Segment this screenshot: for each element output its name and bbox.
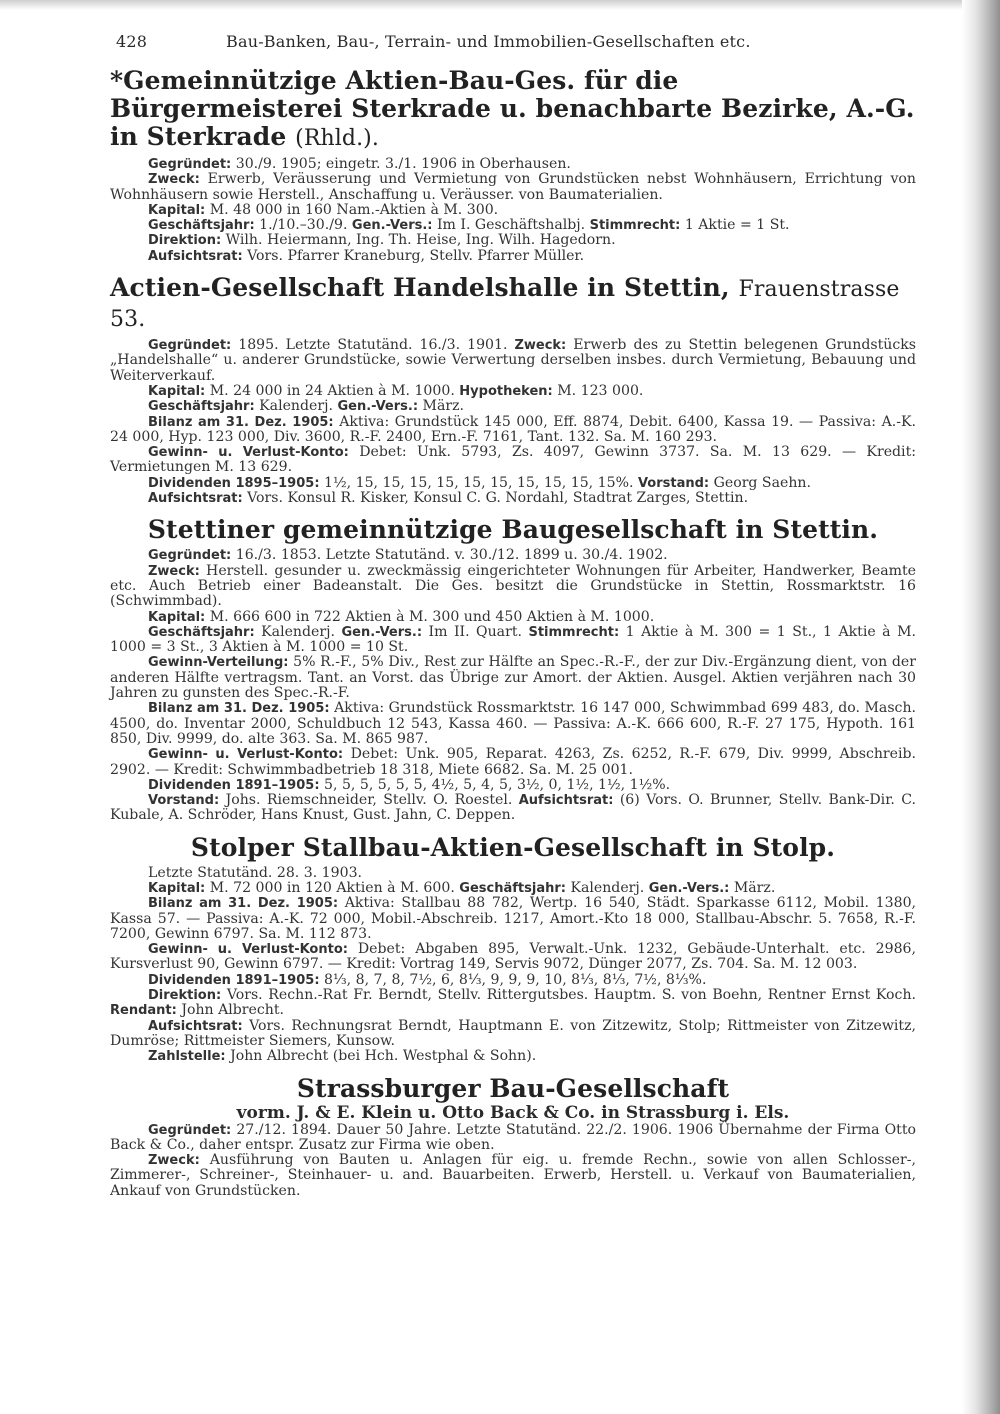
entry-line: [110, 564, 916, 610]
company-title-main: Strassburger Bau-Gesellschaft: [296, 1073, 730, 1103]
entry-text: Aktiva: Grundstück 145 000, Eff. 8874, Debit. 6400, Kassa 19. — Passiva: A.-K. 24 000, Hyp. 123 000, Div. 3600, R.-F. 2400, Ern.-F. 7161, Tant. 132. Sa. M. 160 293.: [110, 413, 917, 445]
entry-text: Aktiva: Grundstück Rossmarktstr. 16 147 000, Schwimmbad 699 483, do. Masch. 4500, do. Inventar 2000, Schuldbuch 12 543, Kassa 460. — Passiva: A.-K. 666 600, R.-F. 27 175, Hypoth. 161 850, Div. 9999, do. alte 363. Sa. M. 865 987.: [110, 700, 917, 747]
company-entry: [110, 516, 916, 823]
entry-line: [110, 942, 916, 973]
entry-label: Gewinn-Verteilung:: [148, 655, 289, 671]
company-title-main: Stolper Stallbau-Aktien-Gesellschaft in Stolp.: [190, 832, 836, 862]
entry-line: [110, 384, 916, 399]
entry-text: Ausführung von Bauten u. Anlagen für eig. u. fremde Rechn., sowie von allen Schlosser-, Zimmerer-, Schreiner-, Steinhauer- u. and. Bauarbeiten. Erwerb, Herstell. u. Verkauf von Baumaterialien, Ankauf von Grundstücken.: [110, 1152, 916, 1199]
entry-text: M. 123 000.: [557, 382, 644, 399]
entry-line: [110, 988, 916, 1019]
entry-line: [110, 445, 916, 476]
entry-text: Johs. Riemschneider, Stellv. O. Roestel.: [225, 792, 513, 809]
entry-label: Aufsichtsrat:: [148, 248, 243, 264]
entry-label: Gewinn- u. Verlust-Konto:: [148, 445, 349, 461]
entry-line: [110, 610, 916, 625]
entry-label: Gen.-Vers.:: [341, 624, 423, 640]
entry-label: Aufsichtsrat:: [148, 1018, 243, 1034]
entry-line: [110, 973, 916, 988]
company-title: [110, 274, 916, 334]
entry-text: M. 666 600 in 722 Aktien à M. 300 und 450 Aktien à M. 1000.: [209, 608, 655, 625]
company-entry: [110, 834, 916, 1065]
entry-label: Kapital:: [148, 609, 206, 625]
company-subtitle: vorm. J. & E. Klein u. Otto Back & Co. in Strassburg i. Els.: [236, 1102, 790, 1123]
entry-label: Aufsichtsrat:: [518, 793, 614, 809]
entry-line: [110, 476, 916, 491]
entry-line: [110, 1123, 916, 1154]
company-entry: [110, 274, 916, 506]
entry-text: Im I. Geschäftshalbj.: [436, 217, 586, 234]
entry-line: [110, 866, 916, 881]
entry-label: Gen.-Vers.:: [648, 880, 730, 896]
entry-text: Vors. Rechn.-Rat Fr. Berndt, Stellv. Rittergutsbes. Hauptm. S. von Boehn, Rentner Ernst Koch.: [226, 987, 916, 1004]
entry-text: 5% R.-F., 5% Div., Rest zur Hälfte an Spec.-R.-F., der zur Div.-Ergänzung dient, von der anderen Hälfte vertragsm. Tant. an Vorst. das Übrige zur Amort. der Aktien. Ausgel. Aktien verjähren nach 30 Jahren zu gunsten des Spec.-R.-F.: [110, 654, 916, 702]
entry-text: John Albrecht.: [181, 1002, 284, 1019]
entry-line: [110, 415, 916, 446]
entry-text: Kalenderj.: [261, 623, 335, 640]
entry-label: Zweck:: [148, 1153, 200, 1169]
entry-text: Kalenderj.: [570, 879, 645, 896]
company-title: [110, 67, 916, 153]
entry-text: Vors. Rechnungsrat Berndt, Hauptmann E. von Zitzewitz, Stolp; Rittmeister von Zitzewitz, Dumröse; Rittmeister Siemers, Kunsow.: [110, 1017, 916, 1049]
entry-label: Bilanz am 31. Dez. 1905:: [148, 414, 334, 430]
entry-text: 5, 5, 5, 5, 5, 5, 4½, 5, 4, 5, 3½, 0, 1½, 1½, 1½%.: [324, 776, 671, 793]
entry-text: Im II. Quart.: [428, 623, 522, 640]
entry-label: Zweck:: [514, 338, 567, 354]
company-title-main: Stettiner gemeinnützige Baugesellschaft in Stettin.: [147, 515, 879, 545]
entry-line: [110, 548, 916, 563]
entry-text: 1895. Letzte Statutänd. 16./3. 1901.: [238, 337, 508, 354]
entry-label: Gegründet:: [148, 338, 232, 354]
company-title: [110, 834, 916, 862]
entry-line: [110, 655, 916, 701]
running-head: [116, 32, 916, 51]
entry-label: Aufsichtsrat:: [148, 491, 243, 507]
entry-text: M. 24 000 in 24 Aktien à M. 1000.: [209, 382, 455, 399]
scan-page-edge: [962, 0, 1000, 1414]
page: [110, 30, 916, 1207]
entry-label: Dividenden 1891–1905:: [148, 777, 320, 793]
entry-label: Vorstand:: [148, 793, 220, 809]
entry-label: Kapital:: [148, 880, 206, 896]
company-title-suffix: Frauenstrasse 53.: [110, 277, 900, 333]
entry-label: Gen.-Vers.:: [351, 218, 433, 234]
entry-label: Gewinn- u. Verlust-Konto:: [148, 942, 348, 958]
entry-label: Geschäftsjahr:: [148, 218, 255, 234]
entry-text: Vors. Pfarrer Kraneburg, Stellv. Pfarrer Müller.: [247, 247, 585, 264]
entry-label: Geschäftsjahr:: [148, 399, 255, 415]
entry-text: Debet: Unk. 5793, Zs. 4097, Gewinn 3737. Sa. M. 13 629. — Kredit: Vermietungen M. 13 629.: [110, 444, 916, 476]
entry-text: 8⅓, 8, 7, 8, 7½, 6, 8⅓, 9, 9, 9, 10, 8⅓, 8⅓, 7½, 8⅓%.: [324, 971, 707, 988]
running-title: Bau-Banken, Bau-, Terrain- und Immobilien-Gesellschaften etc.: [226, 32, 751, 51]
entry-text: (6) Vors. O. Brunner, Stellv. Bank-Dir. C. Kubale, A. Schröder, Hans Knust, Gust. Jahn, C. Deppen.: [110, 792, 917, 824]
entry-line: [110, 157, 916, 172]
entry-line: [110, 491, 916, 506]
entry-text: 27./12. 1894. Dauer 50 Jahre. Letzte Statutänd. 22./2. 1906. 1906 Übernahme der Firma Otto Back & Co., daher entspr. Zusatz zur Firma wie oben.: [110, 1121, 916, 1153]
entry-label: Direktion:: [148, 233, 222, 249]
entry-text: Kalenderj.: [259, 398, 333, 415]
entry-label: Geschäftsjahr:: [148, 624, 255, 640]
company-title-main: *Gemeinnützige Aktien-Bau-Ges. für die Bürgermeisterei Sterkrade u. benachbarte Bezirke, A.-G. in Sterkrade: [110, 66, 915, 151]
entry-text: Erwerb, Veräusserung und Vermietung von Grundstücken nebst Wohnhäusern, Errichtung von Wohnhäusern sowie Herstell., Anschaffung u. Veräusser. von Baumaterialien.: [110, 171, 916, 203]
entry-text: 1 Aktie à M. 300 = 1 St., 1 Aktie à M. 1000 = 3 St., 3 Aktien à M. 1000 = 10 St.: [110, 623, 916, 656]
entry-label: Gegründet:: [148, 548, 232, 564]
company-entry: [110, 67, 916, 264]
entry-line: [110, 625, 916, 656]
entry-label: Hypotheken:: [459, 383, 553, 399]
entry-label: Geschäftsjahr:: [459, 880, 566, 896]
entry-label: Zahlstelle:: [148, 1049, 226, 1065]
entry-line: [110, 203, 916, 218]
entry-label: Zweck:: [148, 172, 200, 188]
entry-label: Vorstand:: [637, 475, 710, 491]
entry-text: 30./9. 1905; eingetr. 3./1. 1906 in Oberhausen.: [235, 156, 571, 172]
entry-line: [110, 1049, 916, 1064]
entry-text: John Albrecht (bei Hch. Westphal & Sohn).: [230, 1048, 537, 1065]
company-title-suffix: (Rhld.).: [295, 126, 379, 151]
entry-label: Gegründet:: [148, 157, 232, 172]
entry-line: [110, 1019, 916, 1050]
entry-line: [110, 172, 916, 203]
entry-line: [110, 218, 916, 233]
entry-line: [110, 249, 916, 264]
entry-line: [110, 793, 916, 824]
entry-text: Letzte Statutänd. 28. 3. 1903.: [148, 864, 363, 881]
entry-label: Kapital:: [148, 202, 206, 218]
entry-text: Debet: Abgaben 895, Verwalt.-Unk. 1232, Gebäude-Unterhalt. etc. 2986, Kursverlust 90, Gewinn 6797. — Kredit: Vortrag 149, Servis 9072, Dünger 2077, Zs. 704. Sa. M. 12 003.: [110, 941, 916, 973]
entry-line: [110, 233, 916, 248]
entry-label: Bilanz am 31. Dez. 1905:: [148, 701, 330, 717]
entry-text: Erwerb des zu Stettin belegenen Grundstücks „Handelshalle“ u. anderer Grundstücke, sowie Verwertung derselben insbes. durch Vermietung, Bebauung und Weiterverkauf.: [110, 337, 916, 384]
entry-text: 1./10.–30./9.: [259, 217, 348, 234]
entry-line: [110, 747, 916, 778]
company-entry: [110, 1075, 916, 1199]
entry-label: Zweck:: [148, 563, 200, 579]
entry-label: Dividenden 1891–1905:: [148, 972, 320, 988]
entry-line: [110, 338, 916, 384]
entry-label: Dividenden 1895–1905:: [148, 475, 320, 491]
entry-line: [110, 399, 916, 414]
entry-line: [110, 881, 916, 896]
entry-text: M. 48 000 in 160 Nam.-Aktien à M. 300.: [209, 201, 499, 218]
entry-label: Stimmrecht:: [528, 624, 620, 640]
entry-text: 16./3. 1853. Letzte Statutänd. v. 30./12. 1899 u. 30./4. 1902.: [235, 547, 668, 564]
entry-label: Rendant:: [110, 1003, 177, 1019]
entry-label: Stimmrecht:: [589, 218, 681, 234]
scan-top-shadow: [0, 0, 1000, 10]
entry-text: Herstell. gesunder u. zweckmässig eingerichteter Wohnungen für Arbeiter, Handwerker, Beamte etc. Auch Betrieb einer Badeanstalt. Die Ges. besitzt die Grundstücke in Stettin, Rossmarktstr. 16 (Schwimmbad).: [110, 562, 916, 610]
company-title: [110, 516, 916, 544]
entry-text: M. 72 000 in 120 Aktien à M. 600.: [209, 879, 455, 896]
entry-line: [110, 778, 916, 793]
entry-line: [110, 896, 916, 942]
entry-label: Direktion:: [148, 988, 222, 1004]
entry-line: [110, 701, 916, 747]
entry-text: 1½, 15, 15, 15, 15, 15, 15, 15, 15, 15, 15%.: [324, 474, 634, 491]
page-number: 428: [116, 32, 148, 51]
entry-text: März.: [422, 398, 465, 415]
entry-text: Debet: Unk. 905, Reparat. 4263, Zs. 6252, R.-F. 679, Div. 9999, Abschreib. 2902. — Kredit: Schwimmbadbetrieb 18 318, Miete 6682. Sa. M. 25 001.: [110, 746, 917, 778]
entry-label: Gegründet:: [148, 1122, 232, 1138]
entry-text: Aktiva: Stallbau 88 782, Wertp. 16 540, Städt. Sparkasse 6112, Mobil. 1380, Kassa 57. — Passiva: A.-K. 72 000, Mobil.-Abschreib. 1217, Amort.-Kto 18 000, Stallbau-Abschr. 5. 7658, R.-F. 7200, Gewinn 6797. Sa. M. 112 873.: [110, 895, 917, 942]
entry-text: 1 Aktie = 1 St.: [684, 217, 790, 234]
entry-label: Kapital:: [148, 383, 206, 399]
entry-text: Georg Saehn.: [713, 474, 811, 491]
company-title-main: Actien-Gesellschaft Handelshalle in Stettin,: [110, 273, 730, 303]
entry-text: Wilh. Heiermann, Ing. Th. Heise, Ing. Wilh. Hagedorn.: [225, 232, 616, 249]
entry-line: [110, 1153, 916, 1199]
entry-text: März.: [733, 879, 776, 896]
entry-label: Gen.-Vers.:: [337, 399, 419, 415]
entry-label: Gewinn- u. Verlust-Konto:: [148, 747, 344, 763]
entry-text: Vors. Konsul R. Kisker, Konsul C. G. Nordahl, Stadtrat Zarges, Stettin.: [247, 490, 749, 507]
company-title: [110, 1075, 916, 1103]
entry-label: Bilanz am 31. Dez. 1905:: [148, 896, 339, 912]
